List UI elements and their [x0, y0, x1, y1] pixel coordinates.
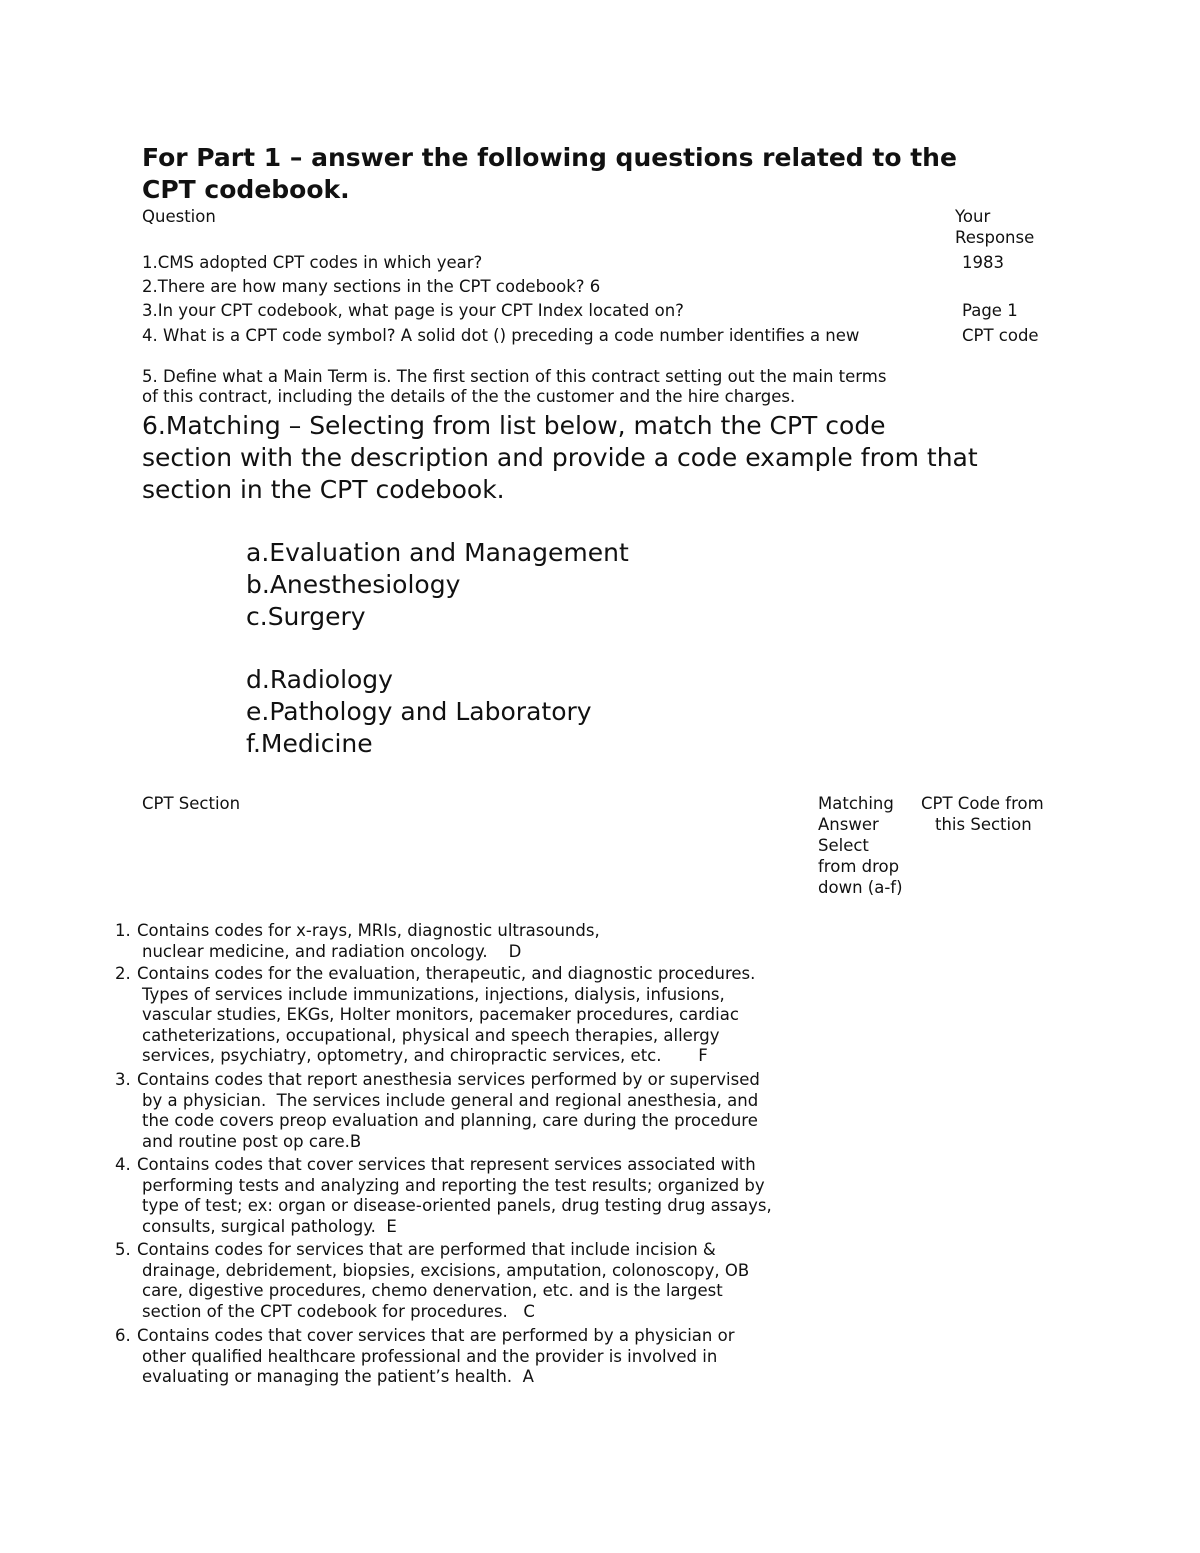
item-line: Contains codes that cover services that are performed by a physician or: [137, 1326, 735, 1345]
item-line: Types of services include immunizations, injections, dialysis, infusions,: [142, 984, 725, 1004]
description-item-2: [115, 964, 755, 1067]
response-3: Page 1: [962, 301, 1018, 320]
question-header: Question: [142, 207, 216, 226]
question-2: 2.There are how many sections in the CPT codebook? 6: [142, 277, 601, 296]
matching-header-line3: Select: [818, 836, 869, 855]
item-line: other qualified healthcare professional and the provider is involved in: [142, 1346, 718, 1366]
question-6-line3: section in the CPT codebook.: [142, 475, 505, 504]
item-line: by a physician. The services include general and regional anesthesia, and: [142, 1090, 759, 1110]
cpt-code-header-line1: CPT Code from: [921, 794, 1044, 813]
item-number: 4.: [115, 1155, 131, 1174]
item-number: 3.: [115, 1070, 131, 1089]
item-number: 6.: [115, 1326, 131, 1345]
response-header-line1: Your: [955, 207, 991, 226]
question-3: 3.In your CPT codebook, what page is your CPT Index located on?: [142, 301, 684, 320]
section-option-e: e.Pathology and Laboratory: [246, 697, 592, 726]
item-line: Contains codes for the evaluation, therapeutic, and diagnostic procedures.: [137, 964, 756, 983]
response-1: 1983: [962, 253, 1004, 272]
item-line: evaluating or managing the patient’s health. A: [142, 1367, 534, 1387]
section-option-b: b.Anesthesiology: [246, 570, 461, 599]
question-1: 1.CMS adopted CPT codes in which year?: [142, 253, 483, 272]
description-item-5: [115, 1240, 749, 1322]
item-line: care, digestive procedures, chemo denervation, etc. and is the largest: [142, 1281, 723, 1301]
item-number: 2.: [115, 964, 131, 983]
matching-header-line1: Matching: [818, 794, 894, 813]
description-item-6: [115, 1326, 734, 1388]
section-option-f: f.Medicine: [246, 729, 373, 758]
section-option-c: c.Surgery: [246, 602, 366, 631]
question-5-line2: of this contract, including the details of the the customer and the hire charges.: [142, 387, 796, 406]
item-line: services, psychiatry, optometry, and chiropractic services, etc. F: [142, 1046, 708, 1066]
cpt-section-header: CPT Section: [142, 794, 241, 813]
section-option-a: a.Evaluation and Management: [246, 538, 629, 567]
question-6-line1: 6.Matching – Selecting from list below, match the CPT code: [142, 411, 886, 440]
item-line: consults, surgical pathology. E: [142, 1216, 397, 1236]
question-6-line2: section with the description and provide a code example from that: [142, 443, 978, 472]
item-number: 5.: [115, 1240, 131, 1259]
item-line: Contains codes that cover services that represent services associated with: [137, 1155, 756, 1174]
description-item-4: [115, 1155, 772, 1237]
description-item-3: [115, 1070, 760, 1152]
item-line: performing tests and analyzing and reporting the test results; organized by: [142, 1175, 765, 1195]
item-line: catheterizations, occupational, physical and speech therapies, allergy: [142, 1025, 720, 1045]
matching-header-line4: from drop: [818, 857, 900, 876]
response-4: CPT code: [962, 326, 1039, 345]
item-line: section of the CPT codebook for procedures. C: [142, 1301, 535, 1321]
matching-header-line2: Answer: [818, 815, 879, 834]
page-title-line1: For Part 1 – answer the following questions related to the: [142, 143, 957, 172]
item-line: Contains codes that report anesthesia services performed by or supervised: [137, 1070, 760, 1089]
cpt-code-header-line2: this Section: [935, 815, 1032, 834]
item-line: type of test; ex: organ or disease-oriented panels, drug testing drug assays,: [142, 1196, 772, 1216]
page-title-line2: CPT codebook.: [142, 175, 350, 204]
item-line: Contains codes for x-rays, MRIs, diagnostic ultrasounds,: [137, 921, 600, 940]
description-item-1: [115, 921, 600, 962]
item-line: the code covers preop evaluation and planning, care during the procedure: [142, 1111, 758, 1131]
section-option-d: d.Radiology: [246, 665, 393, 694]
item-line: and routine post op care.B: [142, 1131, 362, 1151]
item-number: 1.: [115, 921, 131, 940]
matching-header-line5: down (a-f): [818, 878, 903, 897]
question-4: 4. What is a CPT code symbol? A solid dot () preceding a code number identifies a new: [142, 326, 860, 345]
item-line: vascular studies, EKGs, Holter monitors, pacemaker procedures, cardiac: [142, 1005, 739, 1025]
response-header-line2: Response: [955, 228, 1035, 247]
item-line: nuclear medicine, and radiation oncology. D: [142, 941, 522, 961]
question-5-line1: 5. Define what a Main Term is. The first section of this contract setting out the main terms: [142, 367, 887, 386]
item-line: Contains codes for services that are performed that include incision &: [137, 1240, 716, 1259]
item-line: drainage, debridement, biopsies, excisions, amputation, colonoscopy, OB: [142, 1260, 750, 1280]
